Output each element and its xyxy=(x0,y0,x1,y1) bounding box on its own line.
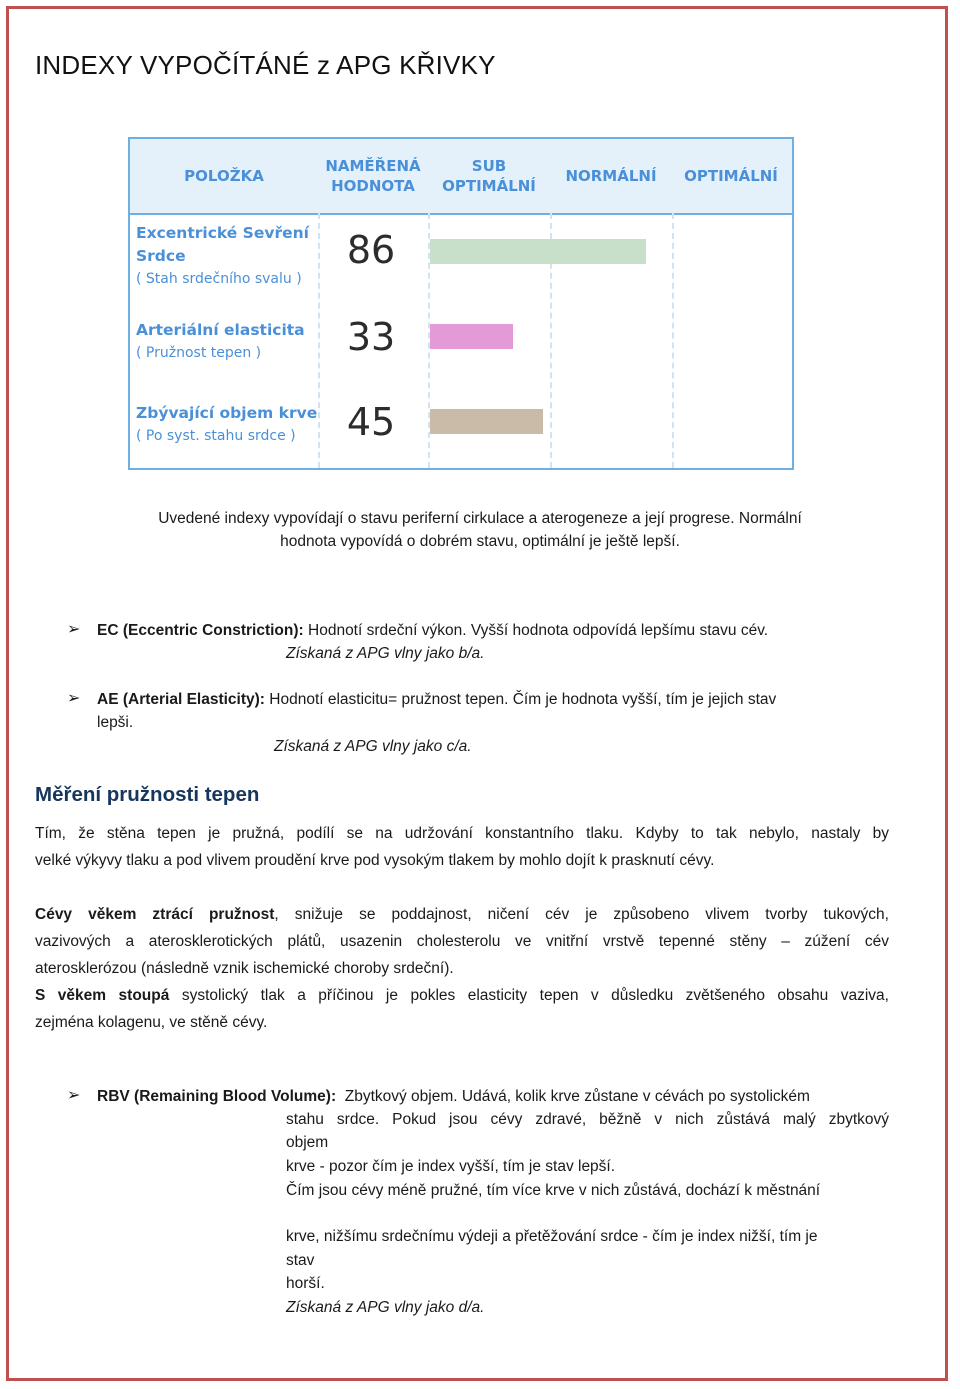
ae-source: Získaná z APG vlny jako c/a. xyxy=(274,738,472,755)
section-heading: Měření pružnosti tepen xyxy=(35,783,260,806)
header-divider xyxy=(130,213,792,215)
row-sublabel: ( Pružnost tepen ) xyxy=(136,345,262,361)
row-value-rbv: 45 xyxy=(346,400,396,444)
row-value-ae: 33 xyxy=(346,315,396,359)
bar-ae xyxy=(430,324,513,349)
row-value-ec: 86 xyxy=(346,228,396,272)
table-header xyxy=(130,139,792,213)
rbv-bullet xyxy=(97,1085,897,1108)
row-label-rbv xyxy=(136,402,318,448)
row-label-line: Excentrické Sevření xyxy=(136,224,309,242)
section-paragraph-line: Tím, že stěna tepen je pružná, podílí se na udržování konstantního tlaku. Kdyby to tak nebylo, nastaly by xyxy=(35,825,889,842)
emphasis-text: Cévy věkem ztrácí pružnost xyxy=(35,906,275,923)
rbv-text: Zbytkový objem. Udává, kolik krve zůstane v cévách po systolickém xyxy=(344,1088,810,1105)
bullet-arrow-icon: ➢ xyxy=(67,690,81,707)
section-paragraph-line xyxy=(35,903,889,926)
rbv-line: objem xyxy=(286,1134,329,1151)
ec-text: Hodnotí srdeční výkon. Vyšší hodnota odpovídá lepšímu stavu cév. xyxy=(303,622,769,639)
row-label-ae xyxy=(136,319,318,365)
bar-rbv xyxy=(430,409,543,434)
rbv-line: Čím jsou cévy méně pružné, tím více krve v nich zůstává, dochází k městnání xyxy=(286,1182,821,1199)
row-sublabel: ( Po syst. stahu srdce ) xyxy=(136,428,296,444)
header-optimal: OPTIMÁLNÍ xyxy=(684,167,778,185)
row-label-line: Arteriální elasticita xyxy=(136,321,305,339)
rbv-line: krve - pozor čím je index vyšší, tím je stav lepší. xyxy=(286,1158,616,1175)
page-title: INDEXY VYPOČÍTÁNÉ z APG KŘIVKY xyxy=(35,50,496,80)
intro-line: hodnota vypovídá o dobrém stavu, optimální je ještě lepší. xyxy=(280,533,680,550)
ae-label: AE (Arterial Elasticity): xyxy=(97,691,265,708)
bullet-arrow-icon: ➢ xyxy=(67,621,81,638)
ec-label: EC (Eccentric Constriction): xyxy=(97,622,304,639)
emphasis-text: S věkem stoupá xyxy=(35,987,170,1004)
paragraph-text: , snižuje se poddajnost, ničení cév je způsobeno vlivem tvorby tukových, xyxy=(274,906,889,923)
rbv-source: Získaná z APG vlny jako d/a. xyxy=(286,1299,485,1316)
ec-source: Získaná z APG vlny jako b/a. xyxy=(286,645,485,662)
column-divider xyxy=(318,213,320,468)
ae-text: Hodnotí elasticitu= pružnost tepen. Čím je hodnota vyšší, tím je jejich stav xyxy=(264,691,777,708)
ec-bullet xyxy=(97,619,917,642)
paragraph-text: systolický tlak a příčinou je pokles elasticity tepen v důsledku zvětšeného obsahu vaziva, xyxy=(169,987,889,1004)
ae-text-continued: lepši. xyxy=(97,714,134,731)
section-paragraph-line xyxy=(35,984,889,1007)
header-item: POLOŽKA xyxy=(184,167,264,185)
section-paragraph-line: zejména kolagenu, ve stěně cévy. xyxy=(35,1014,268,1031)
row-label-line: Srdce xyxy=(136,247,186,265)
row-sublabel: ( Stah srdečního svalu ) xyxy=(136,271,302,287)
rbv-line: krve, nižšímu srdečnímu výdeji a přetěžování srdce - čím je index nižší, tím je xyxy=(286,1228,818,1245)
section-paragraph-line: velké výkyvy tlaku a pod vlivem proudění krve pod vysokým tlakem by mohlo dojít k prasknutí cévy. xyxy=(35,852,715,869)
apg-index-table xyxy=(128,137,794,470)
rbv-line: horší. xyxy=(286,1275,325,1292)
ae-bullet xyxy=(97,688,917,711)
row-label-line: Zbývající objem krve xyxy=(136,404,318,422)
column-divider xyxy=(672,213,674,468)
rbv-line: stav xyxy=(286,1252,315,1269)
section-paragraph-line: vazivových a aterosklerotických plátů, usazenin cholesterolu ve vnitřní vrstvě tepenné stěny – zúžení cév xyxy=(35,933,889,950)
section-paragraph-line: aterosklerózou (následně vznik ischemické choroby srdeční). xyxy=(35,960,454,977)
rbv-line: stahu srdce. Pokud jsou cévy zdravé, běžně v nich zůstává malý zbytkový xyxy=(286,1111,889,1128)
bullet-arrow-icon: ➢ xyxy=(67,1087,81,1104)
rbv-label: RBV (Remaining Blood Volume): xyxy=(97,1088,337,1105)
row-label-ec xyxy=(136,222,318,291)
bar-ec xyxy=(430,239,646,264)
header-normal: NORMÁLNÍ xyxy=(565,167,657,185)
intro-line: Uvedené indexy vypovídají o stavu periferní cirkulace a aterogeneze a její progrese. Normální xyxy=(158,510,802,527)
header-suboptimal: SUB OPTIMÁLNÍ xyxy=(442,157,536,195)
header-measured-value: NAMĚŘENÁ HODNOTA xyxy=(325,157,421,195)
